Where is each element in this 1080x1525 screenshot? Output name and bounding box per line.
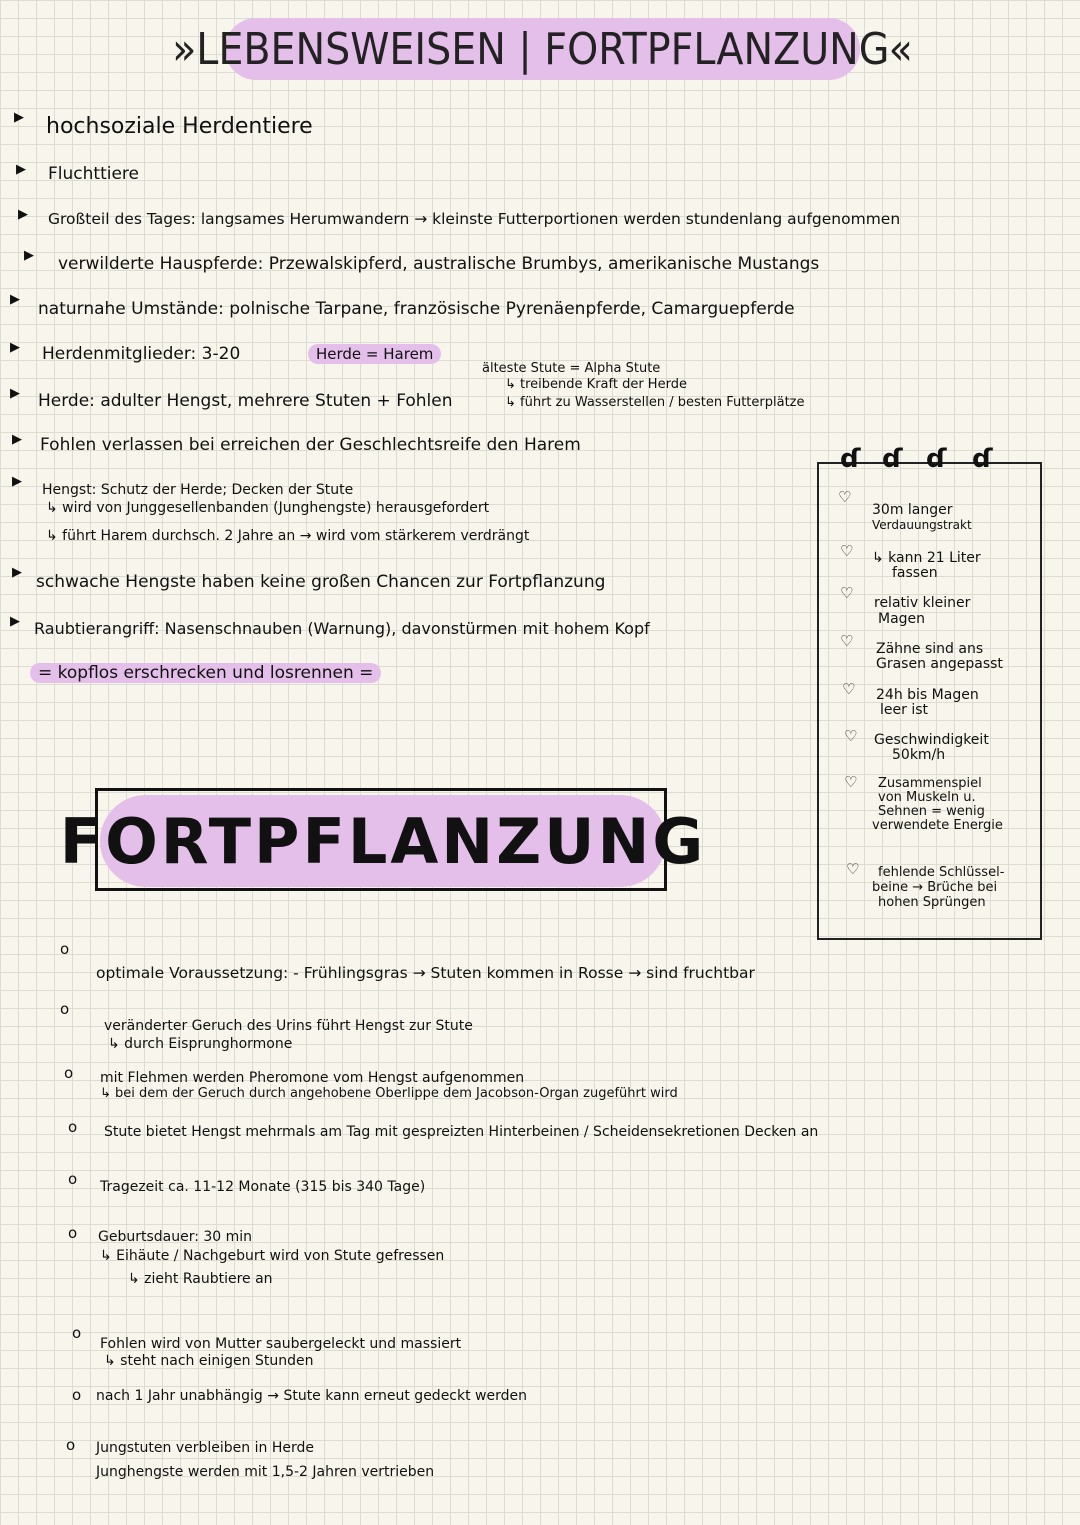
- notepad-item: von Muskeln u.: [878, 790, 976, 805]
- fort-item: ↳ zieht Raubtiere an: [128, 1271, 273, 1287]
- notepad-item: Sehnen = wenig: [878, 804, 985, 819]
- circle-bullet-icon: o: [64, 1064, 74, 1082]
- circle-bullet-icon: o: [68, 1224, 78, 1242]
- bullet-arrow-icon: ▶: [12, 474, 22, 489]
- ring-icon: ɗ: [972, 444, 993, 474]
- bullet-text: hochsoziale Herdentiere: [46, 114, 313, 139]
- bullet-arrow-icon: ▶: [10, 340, 20, 355]
- bullet-text: verwilderte Hauspferde: Przewalskipferd, australische Brumbys, amerikanische Mustangs: [58, 254, 820, 274]
- notepad-item: hohen Sprüngen: [878, 895, 986, 910]
- circle-bullet-icon: o: [72, 1386, 82, 1404]
- notepad-item: leer ist: [880, 702, 928, 718]
- circle-bullet-icon: o: [60, 1000, 70, 1018]
- kopflos-note: [30, 663, 381, 683]
- hengst-sub-line: ↳ wird von Junggesellenbanden (Junghengste) herausgefordert: [46, 500, 490, 516]
- fort-item: Fohlen wird von Mutter saubergeleckt und massiert: [100, 1336, 462, 1352]
- ring-icon: ɗ: [926, 444, 947, 474]
- alpha-note-line: älteste Stute = Alpha Stute: [482, 361, 661, 376]
- notepad-item: 50km/h: [892, 747, 946, 763]
- fort-item: nach 1 Jahr unabhängig → Stute kann erneut gedeckt werden: [96, 1388, 527, 1404]
- bullet-arrow-icon: ▶: [10, 614, 20, 629]
- notepad-item: ↳ kann 21 Liter: [872, 550, 981, 566]
- notepad-item: Zusammenspiel: [878, 776, 982, 791]
- bullet-text: Großteil des Tages: langsames Herumwandern → kleinste Futterportionen werden stundenlang aufgenommen: [48, 210, 901, 228]
- notepad-item: fehlende Schlüssel-: [878, 865, 1005, 880]
- fort-item: Geburtsdauer: 30 min: [98, 1229, 253, 1245]
- page-title: »LEBENSWEISEN | FORTPFLANZUNG«: [225, 18, 860, 80]
- bullet-arrow-icon: ▶: [18, 207, 28, 222]
- section-heading: FORTPFLANZUNG: [100, 795, 666, 887]
- bullet-arrow-icon: ▶: [12, 565, 22, 580]
- circle-bullet-icon: o: [60, 940, 70, 958]
- bullet-arrow-icon: ▶: [16, 162, 26, 177]
- notepad-item: relativ kleiner: [874, 595, 971, 611]
- circle-bullet-icon: o: [66, 1436, 76, 1454]
- heart-icon: ♡: [842, 680, 856, 698]
- notepad-item: Grasen angepasst: [876, 656, 1003, 672]
- bullet-arrow-icon: ▶: [10, 292, 20, 307]
- bullet-text: Hengst: Schutz der Herde; Decken der Stute: [42, 482, 354, 498]
- fort-item: optimale Voraussetzung: - Frühlingsgras → Stuten kommen in Rosse → sind fruchtbar: [96, 964, 755, 982]
- circle-bullet-icon: o: [68, 1118, 78, 1136]
- herde-harem-tag: Herde = Harem: [308, 344, 441, 364]
- alpha-note-line: ↳ treibende Kraft der Herde: [505, 377, 687, 392]
- notepad-item: fassen: [892, 565, 938, 581]
- ring-icon: ɗ: [840, 444, 861, 474]
- heart-icon: ♡: [840, 542, 854, 560]
- bullet-text: Fohlen verlassen bei erreichen der Geschlechtsreife den Harem: [40, 435, 581, 455]
- notepad-item: 24h bis Magen: [876, 687, 979, 703]
- fort-item: Stute bietet Hengst mehrmals am Tag mit gespreizten Hinterbeinen / Scheidensekretionen Decken an: [104, 1124, 819, 1140]
- heart-icon: ♡: [844, 773, 858, 791]
- fort-item: ↳ steht nach einigen Stunden: [104, 1353, 314, 1369]
- alpha-note-line: ↳ führt zu Wasserstellen / besten Futterplätze: [505, 395, 805, 410]
- notepad-item: 30m langer: [872, 502, 953, 518]
- bullet-arrow-icon: ▶: [10, 386, 20, 401]
- fort-item: Jungstuten verbleiben in Herde: [96, 1440, 314, 1456]
- bullet-text: Herde: adulter Hengst, mehrere Stuten + Fohlen: [38, 391, 453, 411]
- bullet-text: schwache Hengste haben keine großen Chancen zur Fortpflanzung: [36, 572, 606, 592]
- heart-icon: ♡: [840, 584, 854, 602]
- notepad-item: Geschwindigkeit: [874, 732, 989, 748]
- fort-item: ↳ durch Eisprunghormone: [108, 1036, 293, 1052]
- heart-icon: ♡: [844, 727, 858, 745]
- notepad-item: Magen: [878, 611, 926, 627]
- fort-item: veränderter Geruch des Urins führt Hengst zur Stute: [104, 1018, 473, 1034]
- bullet-text: Raubtierangriff: Nasenschnauben (Warnung), davonstürmen mit hohem Kopf: [34, 619, 650, 638]
- bullet-arrow-icon: ▶: [14, 110, 24, 125]
- bullet-arrow-icon: ▶: [24, 248, 34, 263]
- notepad-item: Verdauungstrakt: [872, 518, 972, 532]
- fort-item: Tragezeit ca. 11-12 Monate (315 bis 340 Tage): [100, 1179, 426, 1195]
- fort-item: Junghengste werden mit 1,5-2 Jahren vertrieben: [96, 1464, 435, 1480]
- heart-icon: ♡: [840, 632, 854, 650]
- notepad-item: verwendete Energie: [872, 818, 1003, 833]
- circle-bullet-icon: o: [68, 1170, 78, 1188]
- bullet-arrow-icon: ▶: [12, 432, 22, 447]
- fort-item: ↳ bei dem der Geruch durch angehobene Oberlippe dem Jacobson-Organ zugeführt wird: [100, 1086, 678, 1101]
- ring-icon: ɗ: [882, 444, 903, 474]
- heart-icon: ♡: [846, 860, 860, 878]
- hengst-sub-line: ↳ führt Harem durchsch. 2 Jahre an → wird vom stärkerem verdrängt: [46, 528, 530, 544]
- bullet-text: Herdenmitglieder: 3-20: [42, 344, 241, 364]
- notepad-item: beine → Brüche bei: [872, 880, 998, 895]
- circle-bullet-icon: o: [72, 1324, 82, 1342]
- fort-item: ↳ Eihäute / Nachgeburt wird von Stute gefressen: [100, 1248, 445, 1264]
- fort-item: mit Flehmen werden Pheromone vom Hengst aufgenommen: [100, 1070, 525, 1086]
- bullet-text: Fluchttiere: [48, 164, 139, 184]
- heart-icon: ♡: [838, 488, 852, 506]
- bullet-text: naturnahe Umstände: polnische Tarpane, französische Pyrenäenpferde, Camarguepferde: [38, 299, 795, 319]
- notepad-item: Zähne sind ans: [876, 641, 984, 657]
- kopflos-text: = kopflos erschrecken und losrennen =: [30, 663, 381, 683]
